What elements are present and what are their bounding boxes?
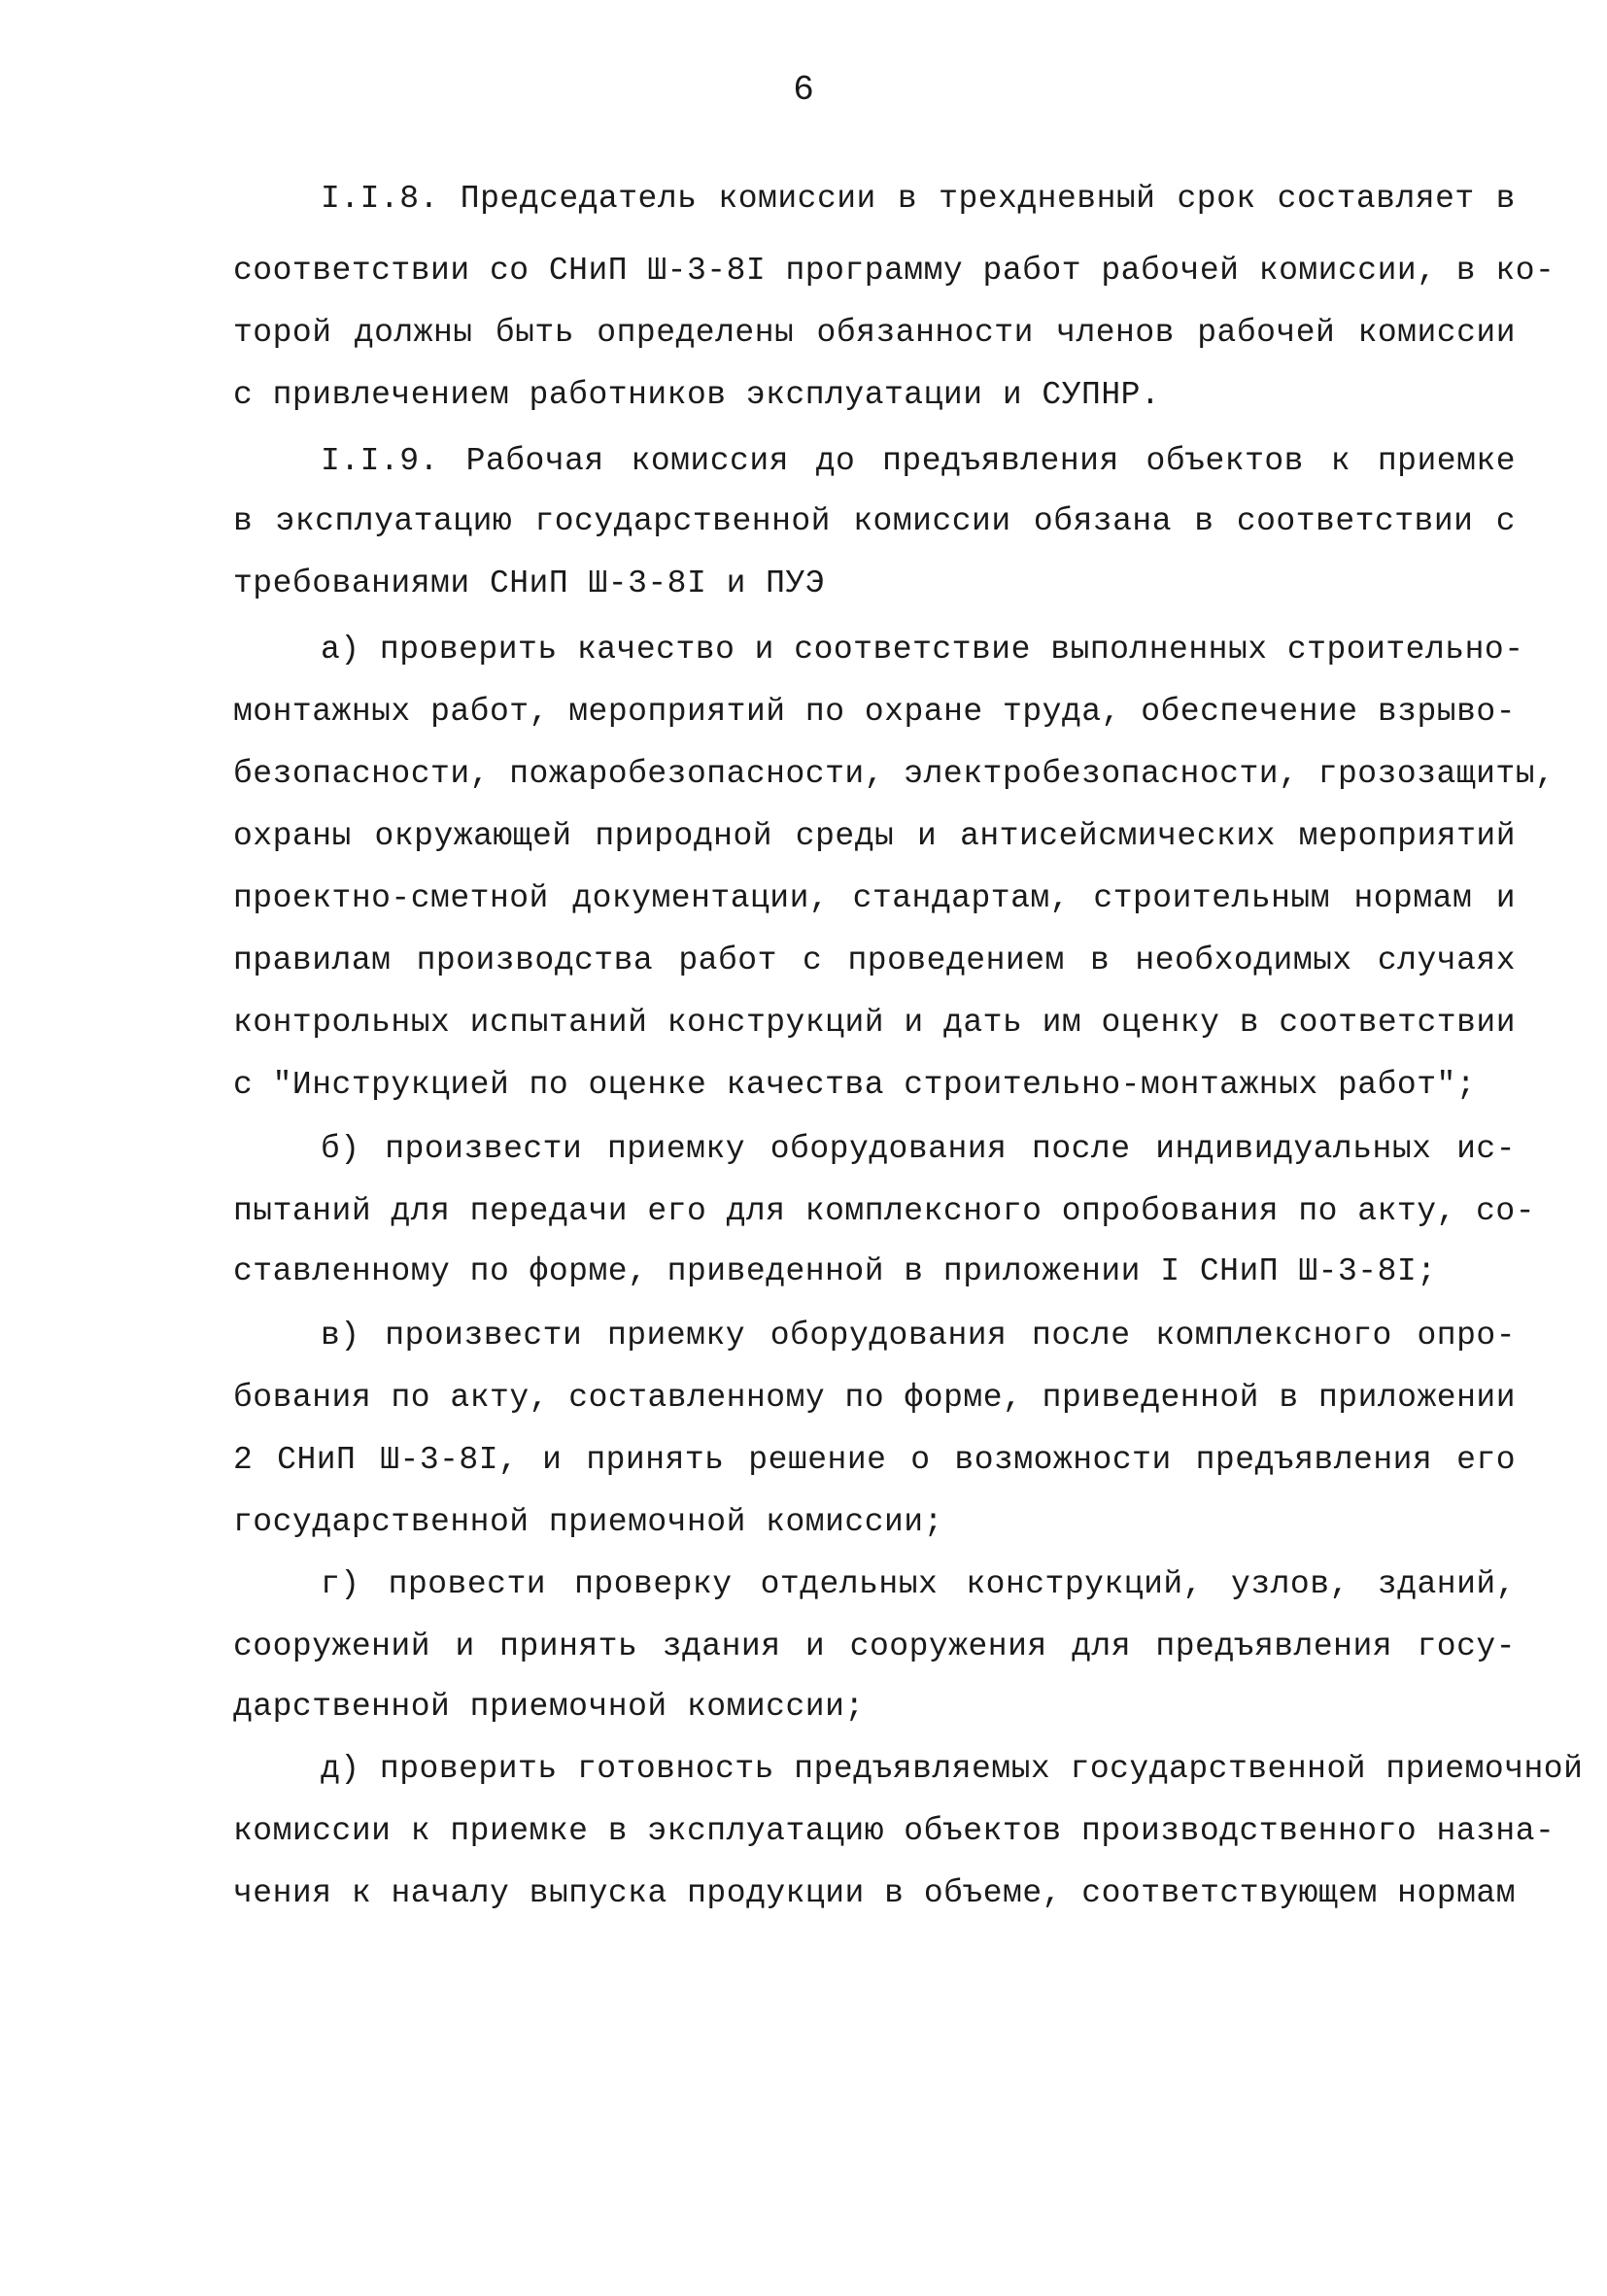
text-line: соответствии со СНиП Ш-3-8I программу работ рабочей комиссии, в ко- [233, 253, 1556, 289]
text-line: ставленному по форме, приведенной в приложении I СНиП Ш-3-8I; [233, 1253, 1437, 1289]
text-line: с "Инструкцией по оценке качества строительно-монтажных работ"; [233, 1067, 1477, 1103]
text-line: 2 СНиП Ш-3-8I, и принять решение о возможности предъявления его [233, 1442, 1516, 1478]
text-line: бования по акту, составленному по форме, приведенной в приложении [233, 1380, 1516, 1416]
text-line: в эксплуатацию государственной комиссии обязана в соответствии с [233, 503, 1516, 539]
text-line: д) проверить готовность предъявляемых государственной приемочной [321, 1751, 1584, 1787]
text-line: пытаний для передачи его для комплексного опробования по акту, со- [233, 1193, 1536, 1229]
text-line: безопасности, пожаробезопасности, электробезопасности, грозозащиты, [233, 756, 1556, 792]
text-line: торой должны быть определены обязанности членов рабочей комиссии [233, 315, 1516, 351]
text-line: требованиями СНиП Ш-3-8I и ПУЭ [233, 565, 826, 601]
text-line: с привлечением работников эксплуатации и СУПНР. [233, 377, 1161, 413]
text-line: I.I.9. Рабочая комиссия до предъявления объектов к приемке [321, 443, 1516, 479]
text-line: а) проверить качество и соответствие выполненных строительно- [321, 632, 1524, 668]
text-line: б) произвести приемку оборудования после индивидуальных ис- [321, 1131, 1516, 1167]
text-line: монтажных работ, мероприятий по охране труда, обеспечение взрыво- [233, 694, 1516, 730]
text-line: охраны окружающей природной среды и антисейсмических мероприятий [233, 818, 1516, 854]
text-line: комиссии к приемке в эксплуатацию объектов производственного назна- [233, 1813, 1556, 1849]
text-line: I.I.8. Председатель комиссии в трехдневный срок составляет в [321, 181, 1516, 217]
text-line: дарственной приемочной комиссии; [233, 1689, 865, 1725]
text-line: проектно-сметной документации, стандартам, строительным нормам и [233, 880, 1516, 916]
text-line: правилам производства работ с проведением в необходимых случаях [233, 942, 1516, 978]
page-number: 6 [793, 70, 814, 110]
text-line: контрольных испытаний конструкций и дать им оценку в соответствии [233, 1005, 1516, 1041]
text-line: государственной приемочной комиссии; [233, 1504, 943, 1540]
text-line: в) произвести приемку оборудования после комплексного опро- [321, 1318, 1516, 1354]
text-line: сооружений и принять здания и сооружения для предъявления госу- [233, 1628, 1516, 1664]
text-line: чения к началу выпуска продукции в объеме, соответствующем нормам [233, 1875, 1516, 1911]
text-line: г) провести проверку отдельных конструкций, узлов, зданий, [321, 1566, 1516, 1602]
